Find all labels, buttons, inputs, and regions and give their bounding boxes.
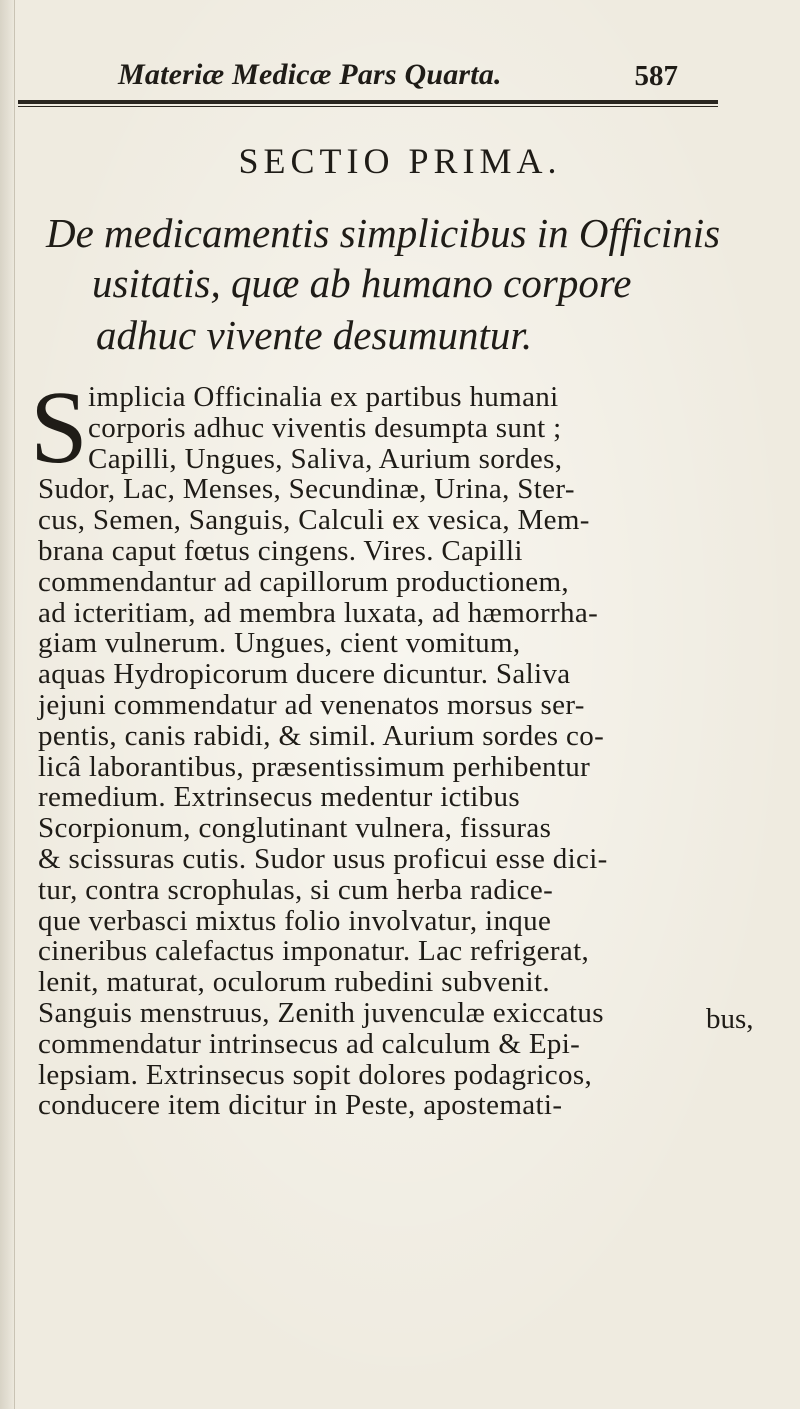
body-line: cineribus calefactus imponatur. Lac refrigerat, <box>38 935 590 968</box>
body-line: remedium. Extrinsecus medentur ictibus <box>38 781 521 814</box>
section-title: SECTIO PRIMA. <box>238 141 562 181</box>
header-rule <box>18 100 718 107</box>
body-line: cus, Semen, Sanguis, Calculi ex vesica, Mem- <box>38 504 590 537</box>
running-head <box>118 52 678 92</box>
body-line: lenit, maturat, oculorum rubedini subvenit. <box>38 966 550 999</box>
body-line: tur, contra scrophulas, si cum herba radice- <box>38 873 554 906</box>
body-line: corporis adhuc viventis desumpta sunt ; <box>88 411 562 444</box>
subtitle-line-2: usitatis, quæ ab humano corpore <box>92 260 632 306</box>
body-line: pentis, canis rabidi, & simil. Aurium sordes co- <box>38 719 605 752</box>
drop-cap: S <box>30 370 88 485</box>
body-line: Capilli, Ungues, Saliva, Aurium sordes, <box>88 442 563 475</box>
body-line: commendatur intrinsecus ad calculum & Epi- <box>38 1027 581 1060</box>
body-line: ad icteritiam, ad membra luxata, ad hæmorrha- <box>38 596 599 629</box>
subtitle-line-1: De medicamentis simplicibus in Officinis <box>46 210 721 256</box>
body-line: que verbasci mixtus folio involvatur, inque <box>38 904 552 937</box>
body-line: lepsiam. Extrinsecus sopit dolores podagricos, <box>38 1058 593 1091</box>
running-head-title: Materiæ Medicæ Pars Quarta. <box>118 58 502 91</box>
page-gutter <box>0 0 15 1409</box>
body-line: brana caput fœtus cingens. Vires. Capilli <box>38 534 523 567</box>
body-line: conducere item dicitur in Peste, apostemati- <box>38 1089 563 1122</box>
body-line: licâ laborantibus, præsentissimum perhibentur <box>38 750 591 783</box>
page-number: 587 <box>634 60 678 92</box>
body-line: implicia Officinalia ex partibus humani <box>88 381 559 413</box>
body-line: jejuni commendatur ad venenatos morsus ser- <box>38 688 585 721</box>
body-line: giam vulnerum. Ungues, cient vomitum, <box>38 627 521 660</box>
body-line: Scorpionum, conglutinant vulnera, fissuras <box>38 812 552 845</box>
catchword: bus, <box>706 1003 754 1035</box>
subtitle-line-3: adhuc vivente desumuntur. <box>96 312 533 358</box>
body-line: commendantur ad capillorum productionem, <box>38 565 570 598</box>
body-line: Sudor, Lac, Menses, Secundinæ, Urina, Ster- <box>38 473 575 506</box>
body-line: Sanguis menstruus, Zenith juvenculæ exiccatus <box>38 996 604 1029</box>
body-text <box>38 382 776 1121</box>
body-line: aquas Hydropicorum ducere dicuntur. Saliva <box>38 658 571 691</box>
body-line: & scissuras cutis. Sudor usus proficui esse dici- <box>38 842 608 875</box>
